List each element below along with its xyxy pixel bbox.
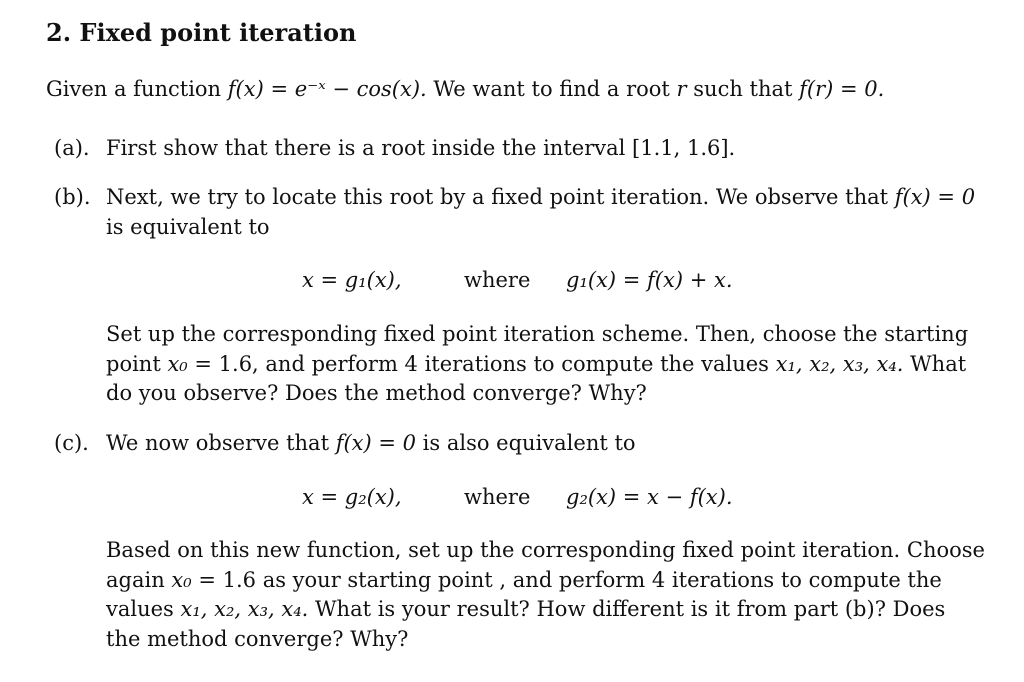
intro-paragraph — [46, 76, 884, 102]
part-b-line-2: is equivalent to — [106, 215, 270, 239]
part-c-para-line-4: the method converge? Why? — [106, 627, 409, 651]
section-title: 2. Fixed point iteration — [46, 18, 357, 47]
part-c-para-line-1: Based on this new function, set up the corresponding fixed point iteration. Choose — [106, 538, 985, 562]
part-b-para-line-2: point x₀ = 1.6, and perform 4 iterations to compute the values x₁, x₂, x₃, x₄. What — [106, 352, 967, 376]
part-b-iterates: x₁, x₂, x₃, x₄. — [775, 352, 904, 376]
part-a-text: First show that there is a root inside the interval [1.1, 1.6]. — [106, 136, 736, 160]
part-b-line-1 — [106, 184, 975, 210]
part-b-x0: x₀ — [167, 352, 188, 376]
part-c-label: (c). — [54, 431, 89, 455]
part-c-para-line-3: values x₁, x₂, x₃, x₄. What is your result? How different is it from part (b)? Does — [106, 597, 946, 621]
part-c-para-line-2: again x₀ = 1.6 as your starting point , and perform 4 iterations to compute the — [106, 568, 942, 592]
part-b-equation-left: x = g₁(x), — [302, 268, 402, 292]
part-c-line-1: We now observe that f(x) = 0 is also equivalent to — [106, 431, 636, 455]
part-c-equation-where: where — [464, 485, 531, 509]
part-b-label: (b). — [54, 185, 91, 209]
part-b-equation-where: where — [464, 268, 531, 292]
part-c-iterates: x₁, x₂, x₃, x₄. — [180, 597, 309, 621]
root-variable: r — [676, 77, 687, 101]
part-b-fx-equation: f(x) = 0 — [894, 185, 976, 209]
root-condition: f(r) = 0. — [799, 77, 885, 101]
part-c-equation-left: x = g₂(x), — [302, 485, 402, 509]
intro-text-3: such that — [686, 77, 800, 101]
part-b-equation-right: g₁(x) = f(x) + x. — [566, 268, 733, 292]
part-c-fx-equation: f(x) = 0 — [335, 431, 416, 455]
part-a-label: (a). — [54, 136, 90, 160]
intro-text-2: We want to find a root — [426, 77, 677, 101]
part-b-para-line-1: Set up the corresponding fixed point iteration scheme. Then, choose the starting — [106, 322, 969, 346]
part-b-para-line-3: do you observe? Does the method converge? Why? — [106, 381, 647, 405]
part-b-line-1-text: Next, we try to locate this root by a fixed point iteration. We observe that — [106, 185, 895, 209]
intro-text-1: Given a function — [46, 77, 228, 101]
part-c-x0: x₀ — [171, 568, 192, 592]
part-c-equation-right: g₂(x) = x − f(x). — [566, 485, 733, 509]
function-definition: f(x) = e⁻ˣ − cos(x). — [227, 77, 427, 101]
